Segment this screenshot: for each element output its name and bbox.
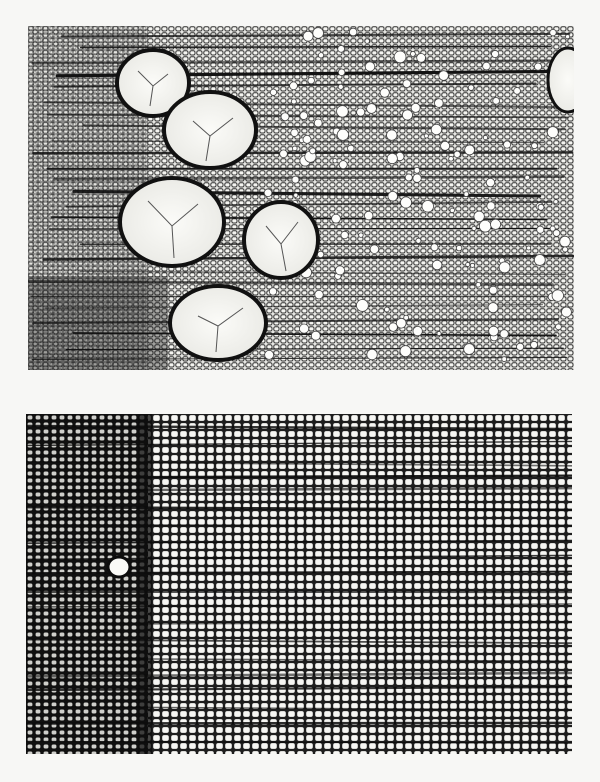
- small-pore: [367, 104, 377, 114]
- small-pore: [335, 266, 344, 275]
- small-pore: [365, 39, 369, 43]
- small-pore: [292, 146, 297, 151]
- small-pore: [359, 233, 364, 238]
- small-pore: [416, 238, 421, 243]
- small-pore: [315, 290, 324, 299]
- small-pore: [290, 82, 298, 90]
- small-pore: [364, 211, 373, 220]
- small-pore: [338, 84, 343, 89]
- large-vessel: [170, 286, 266, 360]
- small-pore: [466, 262, 470, 266]
- small-pore: [387, 153, 397, 163]
- small-pore: [563, 247, 568, 252]
- small-pore: [389, 323, 398, 332]
- small-pore: [538, 204, 544, 210]
- small-pore: [338, 45, 345, 52]
- small-pore: [499, 262, 510, 273]
- small-pore: [270, 89, 276, 95]
- small-pore: [314, 119, 322, 127]
- small-pore: [303, 31, 313, 41]
- small-pore: [527, 246, 531, 250]
- small-pore: [424, 134, 428, 138]
- small-pore: [486, 178, 494, 186]
- small-pore: [532, 143, 538, 149]
- small-pore: [299, 324, 308, 333]
- micrograph-top: [28, 26, 574, 370]
- small-pore: [338, 69, 345, 76]
- small-pore: [470, 263, 474, 267]
- small-pore: [464, 192, 469, 197]
- small-pore: [264, 189, 272, 197]
- small-pore: [534, 255, 545, 266]
- small-pore: [317, 251, 323, 257]
- small-pore: [405, 174, 412, 181]
- small-pore: [422, 200, 434, 212]
- small-pore: [310, 148, 316, 154]
- small-pore: [280, 150, 288, 158]
- small-pore: [403, 80, 411, 88]
- micrograph-bottom-image: [26, 414, 572, 754]
- small-pore: [269, 288, 276, 295]
- small-pore: [400, 197, 411, 208]
- small-pore: [432, 260, 442, 270]
- small-pore: [386, 130, 397, 141]
- small-pore: [531, 341, 538, 348]
- small-pore: [547, 127, 558, 138]
- small-pore: [388, 191, 398, 201]
- small-pore: [492, 50, 499, 57]
- small-pore: [367, 349, 378, 360]
- small-pore: [417, 53, 426, 62]
- small-pore: [552, 290, 563, 301]
- ray-line: [81, 47, 551, 48]
- small-pore: [402, 110, 412, 120]
- micrograph-bottom: [26, 414, 572, 754]
- small-pore: [504, 141, 511, 148]
- small-pore: [450, 208, 454, 212]
- small-pore: [265, 350, 274, 359]
- small-pore: [311, 331, 320, 340]
- small-pore: [370, 245, 379, 254]
- small-pore: [318, 53, 323, 58]
- small-pore: [565, 35, 569, 39]
- small-pore: [483, 135, 487, 139]
- small-pore: [479, 220, 491, 232]
- small-pore: [439, 71, 449, 81]
- small-pore: [404, 315, 409, 320]
- small-pore: [537, 226, 544, 233]
- small-pore: [464, 344, 475, 355]
- small-pore: [441, 141, 450, 150]
- small-pore: [502, 357, 507, 362]
- ray-line: [33, 152, 572, 153]
- small-pore: [380, 88, 389, 97]
- small-pore: [465, 145, 475, 155]
- small-pore: [431, 124, 441, 134]
- small-pore: [472, 226, 476, 230]
- small-pore: [356, 300, 368, 312]
- small-pore: [303, 135, 311, 143]
- small-pore: [493, 98, 500, 105]
- small-pore: [413, 326, 422, 335]
- small-pore: [281, 113, 289, 121]
- small-pore: [556, 324, 562, 330]
- small-pore: [487, 202, 495, 210]
- small-pore: [291, 99, 296, 104]
- micrograph-top-image: [28, 26, 574, 370]
- small-pore: [357, 108, 365, 116]
- small-pore: [488, 303, 498, 313]
- small-pore: [489, 326, 499, 336]
- small-pore: [410, 51, 415, 56]
- small-pore: [561, 307, 571, 317]
- small-pore: [534, 63, 541, 70]
- small-pore: [292, 176, 299, 183]
- small-pore: [525, 175, 530, 180]
- small-pore: [560, 236, 571, 247]
- small-pore: [365, 62, 374, 71]
- large-vessel: [120, 178, 224, 266]
- small-pore: [500, 330, 508, 338]
- small-pore: [516, 343, 523, 350]
- small-pore: [437, 331, 441, 335]
- small-pore: [483, 62, 491, 70]
- small-pore: [456, 245, 462, 251]
- small-pore: [291, 129, 298, 136]
- small-pore: [490, 219, 500, 229]
- small-pore: [411, 103, 420, 112]
- small-pore: [313, 28, 324, 39]
- small-pore: [385, 307, 390, 312]
- small-pore: [348, 145, 355, 152]
- small-pore: [474, 211, 485, 222]
- large-vessel: [244, 202, 318, 278]
- small-pore: [400, 346, 411, 357]
- small-pore: [514, 87, 521, 94]
- small-pore: [337, 106, 349, 118]
- small-pore: [414, 168, 420, 174]
- small-pore: [468, 85, 474, 91]
- ray-line: [26, 723, 572, 724]
- small-pore: [308, 77, 315, 84]
- large-vessel: [164, 92, 256, 168]
- small-pore: [339, 161, 347, 169]
- small-pore: [476, 282, 481, 287]
- small-pore: [394, 51, 406, 63]
- small-pore: [294, 193, 298, 197]
- small-pore: [341, 231, 348, 238]
- small-pore: [454, 151, 460, 157]
- resin-canal: [108, 557, 130, 577]
- small-pore: [550, 226, 555, 231]
- small-pore: [349, 28, 357, 36]
- small-pore: [413, 174, 421, 182]
- small-pore: [300, 112, 308, 120]
- small-pore: [449, 156, 454, 161]
- small-pore: [333, 159, 337, 163]
- small-pore: [554, 200, 558, 204]
- small-pore: [489, 286, 497, 294]
- small-pore: [434, 99, 443, 108]
- small-pore: [337, 129, 348, 140]
- small-pore: [550, 29, 557, 36]
- small-pore: [332, 214, 341, 223]
- small-pore: [431, 244, 438, 251]
